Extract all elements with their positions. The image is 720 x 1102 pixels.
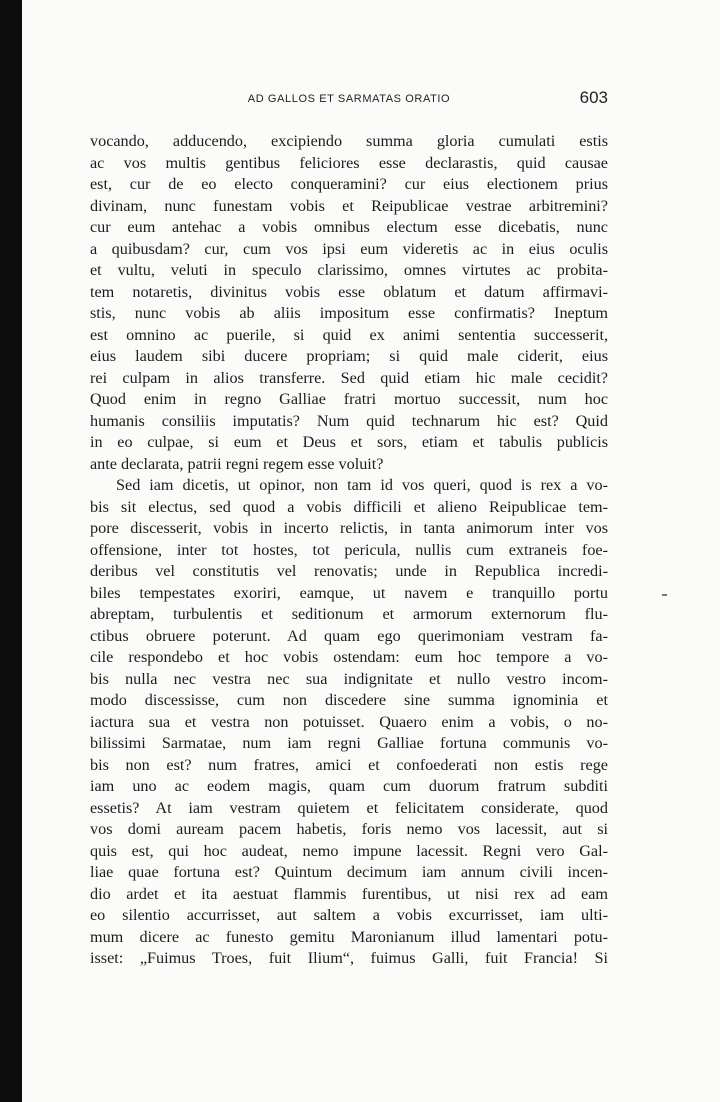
scan-speck bbox=[662, 594, 667, 596]
text-line: rei culpam in alios transferre. Sed quid etiam hic male cecidit? bbox=[90, 368, 608, 387]
text-line: iactura sua et vestra non potuisset. Quaero enim a vobis, o no- bbox=[90, 712, 608, 731]
text-line: abreptam, turbulentis et seditionum et armorum externorum flu- bbox=[90, 605, 608, 623]
text-line: quis est, qui hoc audeat, nemo impune lacessit. Regni vero Gal- bbox=[90, 841, 608, 860]
text-line: offensione, inter tot hostes, tot pericula, nullis cum extraneis foe- bbox=[90, 540, 608, 559]
text-line: modo discessisse, cum non discedere sine summa ignominia et bbox=[90, 691, 608, 709]
text-line: divinam, nunc funestam vobis et Reipublicae vestrae arbitremini? bbox=[90, 196, 608, 215]
text-line: mum dicere ac funesto gemitu Maronianum illud lamentari potu- bbox=[90, 927, 608, 946]
running-title: AD GALLOS ET SARMATAS ORATIO bbox=[247, 93, 451, 105]
text-line: humanis consiliis imputatis? Num quid technarum hic est? Quid bbox=[90, 411, 608, 430]
book-spine-shadow bbox=[0, 0, 22, 1102]
text-line: tem notaretis, divinitus vobis esse oblatum et datum affirmavi- bbox=[90, 282, 608, 301]
text-line: stis, nunc vobis ab aliis impositum esse confirmatis? Ineptum bbox=[90, 304, 608, 322]
body-text bbox=[90, 131, 608, 970]
text-line: deribus vel constitutis vel renovatis; unde in Republica incredi- bbox=[90, 562, 608, 580]
text-line: ac vos multis gentibus feliciores esse declarastis, quid causae bbox=[90, 153, 608, 172]
text-line: isset: „Fuimus Troes, fuit Ilium“, fuimus Galli, fuit Francia! Si bbox=[90, 949, 608, 967]
page-header bbox=[90, 88, 608, 112]
paragraph-start-line: Sed iam dicetis, ut opinor, non tam id vos queri, quod is rex a vo- bbox=[116, 476, 608, 494]
text-line: est, cur de eo electo conqueramini? cur eius electionem prius bbox=[90, 175, 608, 193]
text-line: a quibusdam? cur, cum vos ipsi eum videretis ac in eius oculis bbox=[90, 239, 608, 258]
text-line: bis nulla nec vestra nec sua indignitate et nullo vestro incom- bbox=[90, 669, 608, 688]
text-line: bis non est? num fratres, amici et confoederati non estis rege bbox=[90, 755, 608, 774]
text-line: essetis? At iam vestram quietem et felicitatem considerate, quod bbox=[90, 798, 608, 817]
text-line: biles tempestates exoriri, eamque, ut navem e tranquillo portu bbox=[90, 583, 608, 602]
text-line: in eo culpae, si eum et Deus et sors, etiam et tabulis publicis bbox=[90, 433, 608, 451]
paragraph-end-line: ante declarata, patrii regni regem esse voluit? bbox=[90, 454, 384, 473]
page-number: 603 bbox=[579, 88, 608, 107]
text-line: eius laudem sibi ducere propriam; si quid male ciderit, eius bbox=[90, 347, 608, 365]
text-line: liae quae fortuna est? Quintum decimum iam annum civili incen- bbox=[90, 863, 608, 881]
text-line: dio ardet et ita aestuat flammis furentibus, ut nisi rex ad eam bbox=[90, 884, 608, 903]
text-line: vocando, adducendo, excipiendo summa gloria cumulati estis bbox=[90, 132, 608, 150]
text-line: cur eum antehac a vobis omnibus electum esse dicebatis, nunc bbox=[90, 218, 608, 236]
text-line: Quod enim in regno Galliae fratri mortuo successit, num hoc bbox=[90, 390, 608, 408]
text-line: eo silentio accurrisset, aut saltem a vobis excurrisset, iam ulti- bbox=[90, 906, 608, 924]
text-line: iam uno ac eodem magis, quam cum duorum fratrum subditi bbox=[90, 777, 608, 795]
text-line: bis sit electus, sed quod a vobis difficili et alieno Reipublicae tem- bbox=[90, 497, 608, 516]
text-line: bilissimi Sarmatae, num iam regni Galliae fortuna communis vo- bbox=[90, 734, 608, 752]
text-line: pore discesserit, vobis in incerto relictis, in tanta animorum inter vos bbox=[90, 519, 608, 537]
text-line: ctibus obruere poterunt. Ad quam ego querimoniam vestram fa- bbox=[90, 626, 608, 645]
text-line: cile respondebo et hoc vobis ostendam: eum hoc tempore a vo- bbox=[90, 648, 608, 666]
text-line: vos domi auream pacem habetis, foris nemo vos lacessit, aut si bbox=[90, 820, 608, 838]
text-line: et vultu, veluti in speculo clarissimo, omnes virtutes ac probita- bbox=[90, 261, 608, 279]
text-line: est omnino ac puerile, si quid ex animi sententia successerit, bbox=[90, 325, 608, 344]
